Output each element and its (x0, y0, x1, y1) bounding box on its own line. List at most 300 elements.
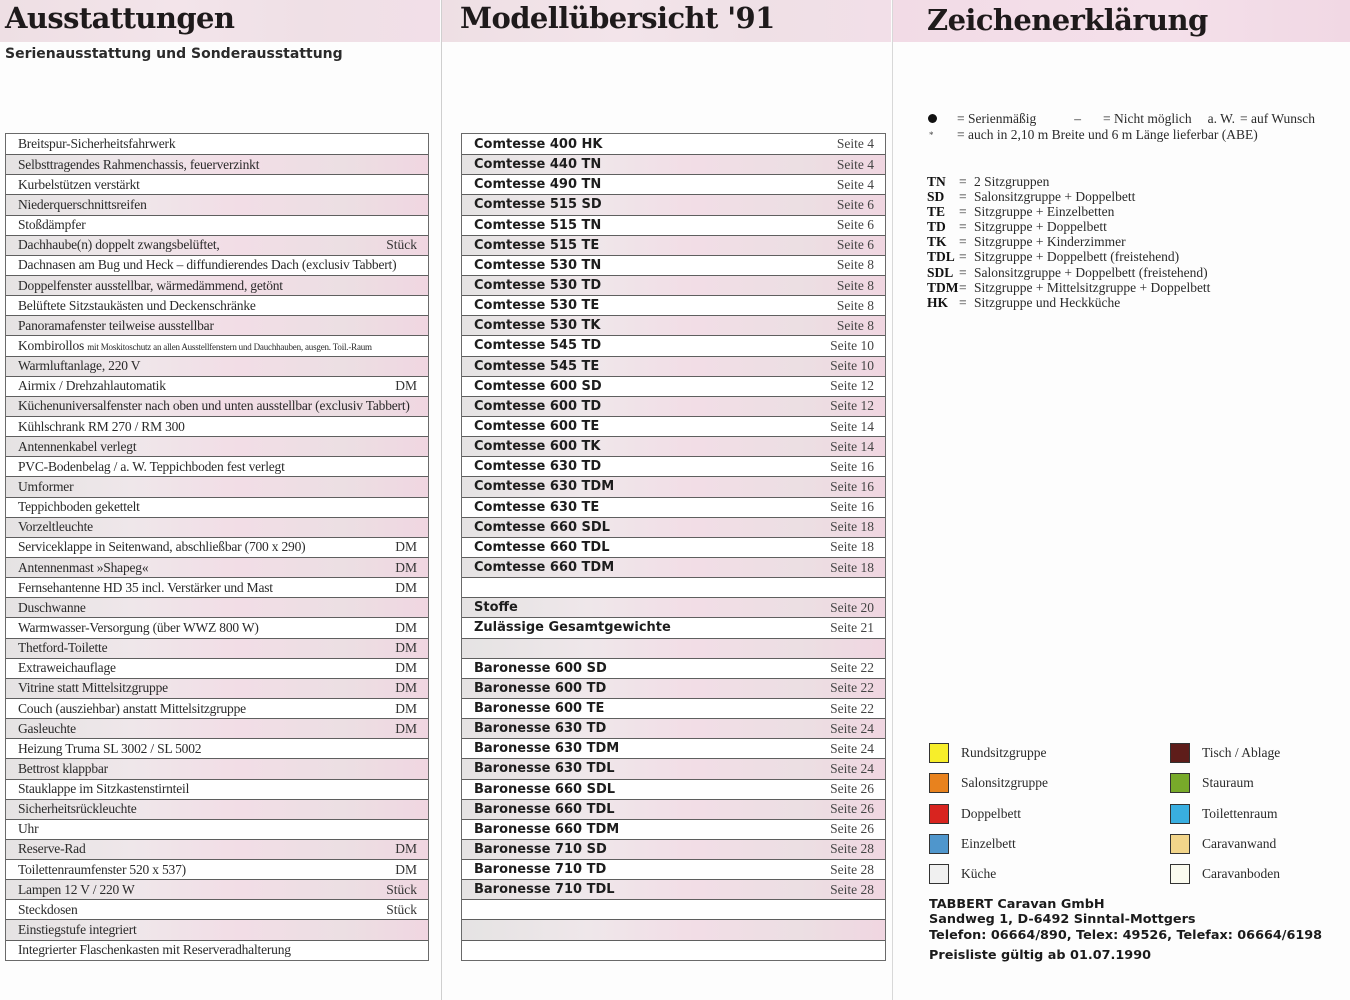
page-reference: Seite 14 (830, 438, 874, 454)
color-legend-label: Rundsitzgruppe (961, 745, 1047, 761)
equipment-name: Sicherheitsrückleuchte (18, 801, 137, 817)
color-swatch-icon (929, 804, 949, 824)
abbreviation-key: TD (927, 219, 946, 235)
page-reference: Seite 20 (830, 599, 874, 615)
color-legend-label: Salonsitzgruppe (961, 775, 1048, 791)
equipment-row (6, 255, 428, 275)
model-name: Comtesse 630 TDM (474, 479, 615, 495)
equipment-row (6, 879, 428, 899)
equipment-label (18, 841, 86, 857)
equipment-label (18, 862, 186, 878)
equipment-label (18, 701, 246, 717)
model-row (462, 194, 885, 214)
equipment-row (6, 557, 428, 577)
page-reference: Seite 24 (830, 760, 874, 776)
equipment-name: Umformer (18, 478, 74, 494)
equals-sign: = (959, 234, 967, 250)
color-swatch-icon (1170, 743, 1190, 763)
color-legend-label: Tisch / Ablage (1202, 745, 1281, 761)
equipment-label (18, 781, 189, 797)
model-name: Comtesse 530 TN (474, 257, 602, 273)
color-swatch-icon (1170, 804, 1190, 824)
model-name: Baronesse 660 TDL (474, 801, 615, 817)
equipment-row (6, 919, 428, 939)
page-reference: Seite 8 (836, 297, 874, 313)
color-legend-label: Küche (961, 866, 997, 882)
equipment-name: Selbsttragendes Rahmenchassis, feuerverzinkt (18, 156, 260, 172)
equipment-title: Ausstattungen (5, 1, 235, 35)
page-reference: Seite 10 (830, 358, 874, 374)
color-legend-item (929, 738, 1048, 768)
model-name: Comtesse 530 TE (474, 298, 600, 314)
abbreviation-item (927, 219, 1210, 234)
abbreviation-item (927, 204, 1210, 219)
equipment-label (18, 157, 259, 173)
equipment-name: Duschwanne (18, 599, 86, 615)
equipment-unit: Stück (386, 881, 417, 897)
empty-row (462, 940, 885, 960)
model-name: Comtesse 600 TE (474, 419, 600, 435)
page-reference: Seite 26 (830, 801, 874, 817)
equipment-row (6, 396, 428, 416)
equipment-label (18, 136, 175, 152)
equipment-label (18, 237, 220, 253)
equipment-label (18, 298, 256, 314)
page-reference: Seite 8 (836, 257, 874, 273)
abbreviation-key: TDL (927, 249, 955, 265)
abbreviation-value: Sitzgruppe + Mittelsitzgruppe + Doppelbett (974, 279, 1211, 295)
equipment-unit: DM (395, 539, 417, 555)
color-legend-label: Caravanboden (1202, 866, 1280, 882)
equipment-row (6, 899, 428, 919)
equipment-row (6, 940, 428, 960)
model-row (462, 617, 885, 637)
asterisk-meaning: = auch in 2,10 m Breite und 6 m Länge lieferbar (ABE) (957, 127, 1258, 142)
model-row (462, 879, 885, 899)
equipment-label (18, 519, 93, 535)
equipment-label (18, 539, 305, 555)
pricelist-validity: Preisliste gültig ab 01.07.1990 (929, 947, 1151, 963)
equipment-unit: DM (395, 378, 417, 394)
color-swatch-icon (1170, 864, 1190, 884)
aw-symbol: a. W. (1207, 111, 1235, 126)
equipment-unit: DM (395, 579, 417, 595)
equipment-label (18, 660, 116, 676)
page-reference: Seite 16 (830, 478, 874, 494)
abbreviation-key: SDL (927, 264, 954, 280)
page-reference: Seite 21 (830, 619, 874, 635)
color-legend-item (929, 859, 1048, 889)
color-legend-label: Caravanwand (1202, 836, 1277, 852)
model-name: Comtesse 630 TD (474, 459, 602, 475)
equipment-name: Bettrost klappbar (18, 760, 108, 776)
equipment-row (6, 738, 428, 758)
model-name: Baronesse 630 TD (474, 721, 607, 737)
page-reference: Seite 22 (830, 660, 874, 676)
equipment-table (5, 133, 429, 961)
equipment-row (6, 194, 428, 214)
equipment-name: Dachnasen am Bug und Heck – diffundierendes Dach (exclusiv Tabbert) (18, 257, 397, 273)
legend-header-band (893, 0, 1350, 42)
model-name: Comtesse 545 TD (474, 338, 602, 354)
model-row (462, 779, 885, 799)
equipment-label (18, 338, 372, 354)
equipment-row (6, 698, 428, 718)
equipment-unit: DM (395, 680, 417, 696)
equipment-name: Serviceklappe in Seitenwand, abschließbar (700 x 290) (18, 539, 306, 555)
model-row (462, 356, 885, 376)
equipment-row (6, 497, 428, 517)
equipment-label (18, 398, 410, 414)
equipment-row (6, 758, 428, 778)
model-row (462, 436, 885, 456)
page-reference: Seite 6 (836, 196, 874, 212)
model-row (462, 376, 885, 396)
equals-sign: = (959, 249, 967, 265)
abbreviation-item (927, 265, 1210, 280)
model-row (462, 537, 885, 557)
equipment-name: Vorzeltleuchte (18, 519, 93, 535)
equipment-row (6, 235, 428, 255)
model-name: Baronesse 660 TDM (474, 821, 620, 837)
page-reference: Seite 22 (830, 700, 874, 716)
equipment-unit: DM (395, 640, 417, 656)
model-name: Comtesse 545 TE (474, 358, 600, 374)
equipment-row (6, 638, 428, 658)
page-reference: Seite 4 (836, 136, 874, 152)
equipment-name: Extraweichauflage (18, 660, 116, 676)
abbreviation-item (927, 295, 1210, 310)
model-row (462, 476, 885, 496)
model-overview-column (441, 0, 891, 1000)
equipment-row (6, 416, 428, 436)
equipment-label (18, 479, 73, 495)
color-swatch-icon (929, 773, 949, 793)
color-legend-label: Einzelbett (961, 836, 1016, 852)
symbol-legend (927, 111, 1347, 143)
equipment-name: Breitspur-Sicherheitsfahrwerk (18, 136, 176, 152)
equipment-label (18, 318, 214, 334)
equals-sign: = (959, 174, 967, 189)
equipment-row (6, 356, 428, 376)
model-name: Comtesse 400 HK (474, 136, 603, 152)
empty-row (462, 899, 885, 919)
model-name: Comtesse 515 SD (474, 197, 602, 213)
equipment-unit: DM (395, 660, 417, 676)
model-row (462, 456, 885, 476)
equals-sign: = (959, 189, 967, 205)
equipment-label (18, 620, 259, 636)
model-name: Baronesse 710 TDL (474, 882, 615, 898)
color-legend-left (929, 738, 1048, 889)
legend-title: Zeichenerklärung (927, 3, 1208, 37)
equipment-name: Integrierter Flaschenkasten mit Reserveradhalterung (18, 942, 291, 958)
model-row (462, 678, 885, 698)
equipment-name: Warmwasser-Versorgung (über WWZ 800 W) (18, 619, 259, 635)
symbol-line-2 (927, 126, 1347, 143)
abbreviation-item (927, 249, 1210, 264)
color-legend-item (929, 768, 1048, 798)
aw-meaning: = auf Wunsch (1239, 111, 1316, 126)
equipment-name: Reserve-Rad (18, 841, 86, 857)
equipment-row (6, 577, 428, 597)
equipment-name: Gasleuchte (18, 720, 76, 736)
equipment-unit: Stück (386, 237, 417, 253)
color-swatch-icon (1170, 834, 1190, 854)
equipment-label (18, 278, 283, 294)
abbreviation-item (927, 234, 1210, 249)
equals-sign: = (959, 279, 967, 295)
equipment-name: Couch (ausziehbar) anstatt Mittelsitzgruppe (18, 700, 246, 716)
model-row (462, 235, 885, 255)
model-row (462, 799, 885, 819)
equipment-name: Niederquerschnittsreifen (18, 196, 147, 212)
dash-meaning: = Nicht möglich (1102, 111, 1192, 126)
empty-row (462, 577, 885, 597)
model-row (462, 174, 885, 194)
bullet-meaning: = Serienmäßig (957, 111, 1037, 126)
page-reference: Seite 4 (836, 156, 874, 172)
company-name: TABBERT Caravan GmbH (929, 897, 1105, 912)
equipment-label (18, 942, 291, 958)
color-legend-item (1170, 799, 1280, 829)
model-name: Baronesse 630 TDL (474, 761, 615, 777)
model-name: Comtesse 660 SDL (474, 519, 610, 535)
equipment-label (18, 922, 137, 938)
model-name: Comtesse 440 TN (474, 157, 602, 173)
equipment-name: Antennenmast »Shapeg« (18, 559, 149, 575)
model-name: Baronesse 600 SD (474, 660, 607, 676)
empty-row (462, 638, 885, 658)
page-reference: Seite 28 (830, 881, 874, 897)
model-row (462, 658, 885, 678)
equipment-label (18, 680, 168, 696)
color-legend-item (929, 799, 1048, 829)
color-legend-item (1170, 768, 1280, 798)
abbreviation-key: HK (927, 294, 949, 310)
model-row (462, 275, 885, 295)
page-reference: Seite 28 (830, 861, 874, 877)
model-row (462, 497, 885, 517)
equipment-name: Belüftete Sitzstaukästen und Deckenschränke (18, 297, 256, 313)
model-name: Baronesse 660 SDL (474, 781, 616, 797)
equipment-row (6, 295, 428, 315)
abbreviation-value: Sitzgruppe + Doppelbett (974, 219, 1107, 235)
equipment-name: Stauklappe im Sitzkastenstirnteil (18, 781, 190, 797)
equipment-label (18, 580, 273, 596)
dash-symbol: – (1074, 111, 1081, 126)
model-row (462, 557, 885, 577)
equipment-label (18, 378, 166, 394)
color-legend-right (1170, 738, 1280, 889)
equipment-name: PVC-Bodenbelag / a. W. Teppichboden fest verlegt (18, 458, 285, 474)
model-row (462, 819, 885, 839)
model-name: Zulässige Gesamtgewichte (474, 620, 671, 636)
page-reference: Seite 12 (830, 398, 874, 414)
equipment-name: Fernsehantenne HD 35 incl. Verstärker und Mast (18, 579, 273, 595)
color-swatch-icon (929, 864, 949, 884)
model-name: Baronesse 630 TDM (474, 741, 620, 757)
page-reference: Seite 18 (830, 559, 874, 575)
abbreviation-value: 2 Sitzgruppen (974, 174, 1050, 189)
equals-sign: = (959, 264, 967, 280)
equipment-name: Lampen 12 V / 220 W (18, 881, 135, 897)
model-name: Comtesse 630 TE (474, 499, 600, 515)
color-legend-label: Stauraum (1202, 775, 1254, 791)
equipment-label (18, 177, 140, 193)
page-reference: Seite 26 (830, 821, 874, 837)
equipment-label (18, 439, 136, 455)
model-name: Baronesse 600 TE (474, 701, 605, 716)
model-name: Comtesse 660 TDM (474, 560, 615, 576)
equipment-label (18, 640, 107, 656)
equipment-name: Warmluftanlage, 220 V (18, 358, 141, 374)
model-name: Comtesse 600 TK (474, 439, 601, 455)
company-info (929, 897, 1322, 963)
equipment-name: Kurbelstützen verstärkt (18, 176, 140, 192)
equipment-row (6, 134, 428, 154)
abbreviation-legend (927, 174, 1210, 310)
company-address: Sandweg 1, D-6492 Sinntal-Mottgers (929, 912, 1196, 928)
equipment-label (18, 459, 285, 475)
equipment-label (18, 801, 137, 817)
model-name: Baronesse 710 TD (474, 862, 607, 878)
equipment-name: Kombirollos (18, 337, 85, 353)
model-row (462, 295, 885, 315)
model-name: Baronesse 600 TD (474, 680, 607, 696)
equipment-column (0, 0, 440, 1000)
legend-column (892, 0, 1350, 1000)
model-name: Comtesse 530 TK (474, 318, 601, 334)
company-contact: Telefon: 06664/890, Telex: 49526, Telefax: 06664/6198 (929, 927, 1323, 943)
page-reference: Seite 10 (830, 337, 874, 353)
page-reference: Seite 8 (836, 277, 874, 293)
page-reference: Seite 26 (830, 781, 874, 797)
asterisk-icon: * (929, 130, 934, 140)
model-row (462, 134, 885, 154)
equipment-label (18, 741, 201, 757)
equipment-row (6, 799, 428, 819)
abbreviation-value: Sitzgruppe + Doppelbett (freistehend) (974, 249, 1180, 265)
model-row (462, 215, 885, 235)
equipment-row (6, 839, 428, 859)
model-row (462, 758, 885, 778)
equipment-name: Teppichboden gekettelt (18, 499, 140, 515)
equipment-name: Küchenuniversalfenster nach oben und unten ausstellbar (exclusiv Tabbert) (18, 398, 410, 414)
model-name: Comtesse 600 TD (474, 398, 602, 414)
model-row (462, 738, 885, 758)
model-overview-title: Modellübersicht '91 (460, 1, 775, 35)
equipment-label (18, 902, 78, 918)
equipment-note: mit Moskitoschutz an allen Ausstellfenstern und Dauchhauben, ausgen. Toil.-Raum (87, 341, 372, 352)
model-name: Comtesse 600 SD (474, 378, 602, 394)
equipment-name: Einstiegstufe integriert (18, 922, 137, 938)
equipment-name: Kühlschrank RM 270 / RM 300 (18, 418, 185, 434)
color-legend-label: Doppelbett (961, 805, 1021, 821)
color-legend-item (1170, 859, 1280, 889)
page-reference: Seite 14 (830, 418, 874, 434)
abbreviation-key: TN (927, 174, 946, 189)
abbreviation-value: Salonsitzgruppe + Doppelbett (freistehend) (974, 264, 1208, 280)
page-reference: Seite 16 (830, 499, 874, 515)
color-swatch-icon (929, 834, 949, 854)
model-row (462, 335, 885, 355)
page-reference: Seite 4 (836, 176, 874, 192)
equipment-label (18, 821, 38, 837)
page-reference: Seite 24 (830, 720, 874, 736)
model-name: Comtesse 660 TDL (474, 539, 610, 555)
equipment-unit: DM (395, 700, 417, 716)
abbreviation-key: TK (927, 234, 947, 250)
page-reference: Seite 24 (830, 740, 874, 756)
equipment-row (6, 718, 428, 738)
symbol-line-1 (927, 111, 1347, 126)
page-reference: Seite 6 (836, 217, 874, 233)
equipment-row (6, 335, 428, 355)
abbreviation-value: Salonsitzgruppe + Doppelbett (974, 189, 1136, 205)
model-name: Comtesse 515 TE (474, 237, 600, 253)
equipment-row (6, 658, 428, 678)
abbreviation-item (927, 189, 1210, 204)
equipment-label (18, 197, 147, 213)
equipment-row (6, 174, 428, 194)
equipment-label (18, 499, 140, 515)
equipment-row (6, 476, 428, 496)
equals-sign: = (959, 294, 967, 310)
model-name: Comtesse 515 TN (474, 217, 602, 233)
equipment-label (18, 882, 135, 898)
model-row (462, 839, 885, 859)
abbreviation-key: TE (927, 204, 946, 220)
equipment-row (6, 154, 428, 174)
page-reference: Seite 18 (830, 519, 874, 535)
equipment-row (6, 376, 428, 396)
equipment-row (6, 315, 428, 335)
model-row (462, 517, 885, 537)
model-row (462, 315, 885, 335)
equipment-name: Steckdosen (18, 901, 78, 917)
equipment-name: Doppelfenster ausstellbar, wärmedämmend, getönt (18, 277, 283, 293)
model-name: Comtesse 530 TD (474, 278, 602, 294)
equipment-unit: Stück (386, 901, 417, 917)
page-reference: Seite 6 (836, 237, 874, 253)
model-row (462, 154, 885, 174)
equipment-row (6, 275, 428, 295)
abbreviation-key: SD (927, 189, 945, 205)
equipment-label (18, 419, 185, 435)
empty-row (462, 919, 885, 939)
equipment-row (6, 779, 428, 799)
equipment-name: Antennenkabel verlegt (18, 438, 137, 454)
equipment-name: Uhr (18, 821, 39, 837)
page-reference: Seite 18 (830, 539, 874, 555)
equipment-row (6, 436, 428, 456)
equipment-unit: DM (395, 619, 417, 635)
bullet-icon (928, 114, 937, 123)
equipment-row (6, 617, 428, 637)
page-reference: Seite 16 (830, 458, 874, 474)
color-legend-item (1170, 738, 1280, 768)
page-reference: Seite 8 (836, 317, 874, 333)
equipment-row (6, 819, 428, 839)
equipment-row (6, 456, 428, 476)
equipment-name: Airmix / Drehzahlautomatik (18, 378, 166, 394)
model-name: Comtesse 490 TN (474, 177, 602, 193)
equals-sign: = (959, 219, 967, 235)
equipment-name: Heizung Truma SL 3002 / SL 5002 (18, 740, 202, 756)
equipment-label (18, 560, 148, 576)
color-swatch-icon (1170, 773, 1190, 793)
